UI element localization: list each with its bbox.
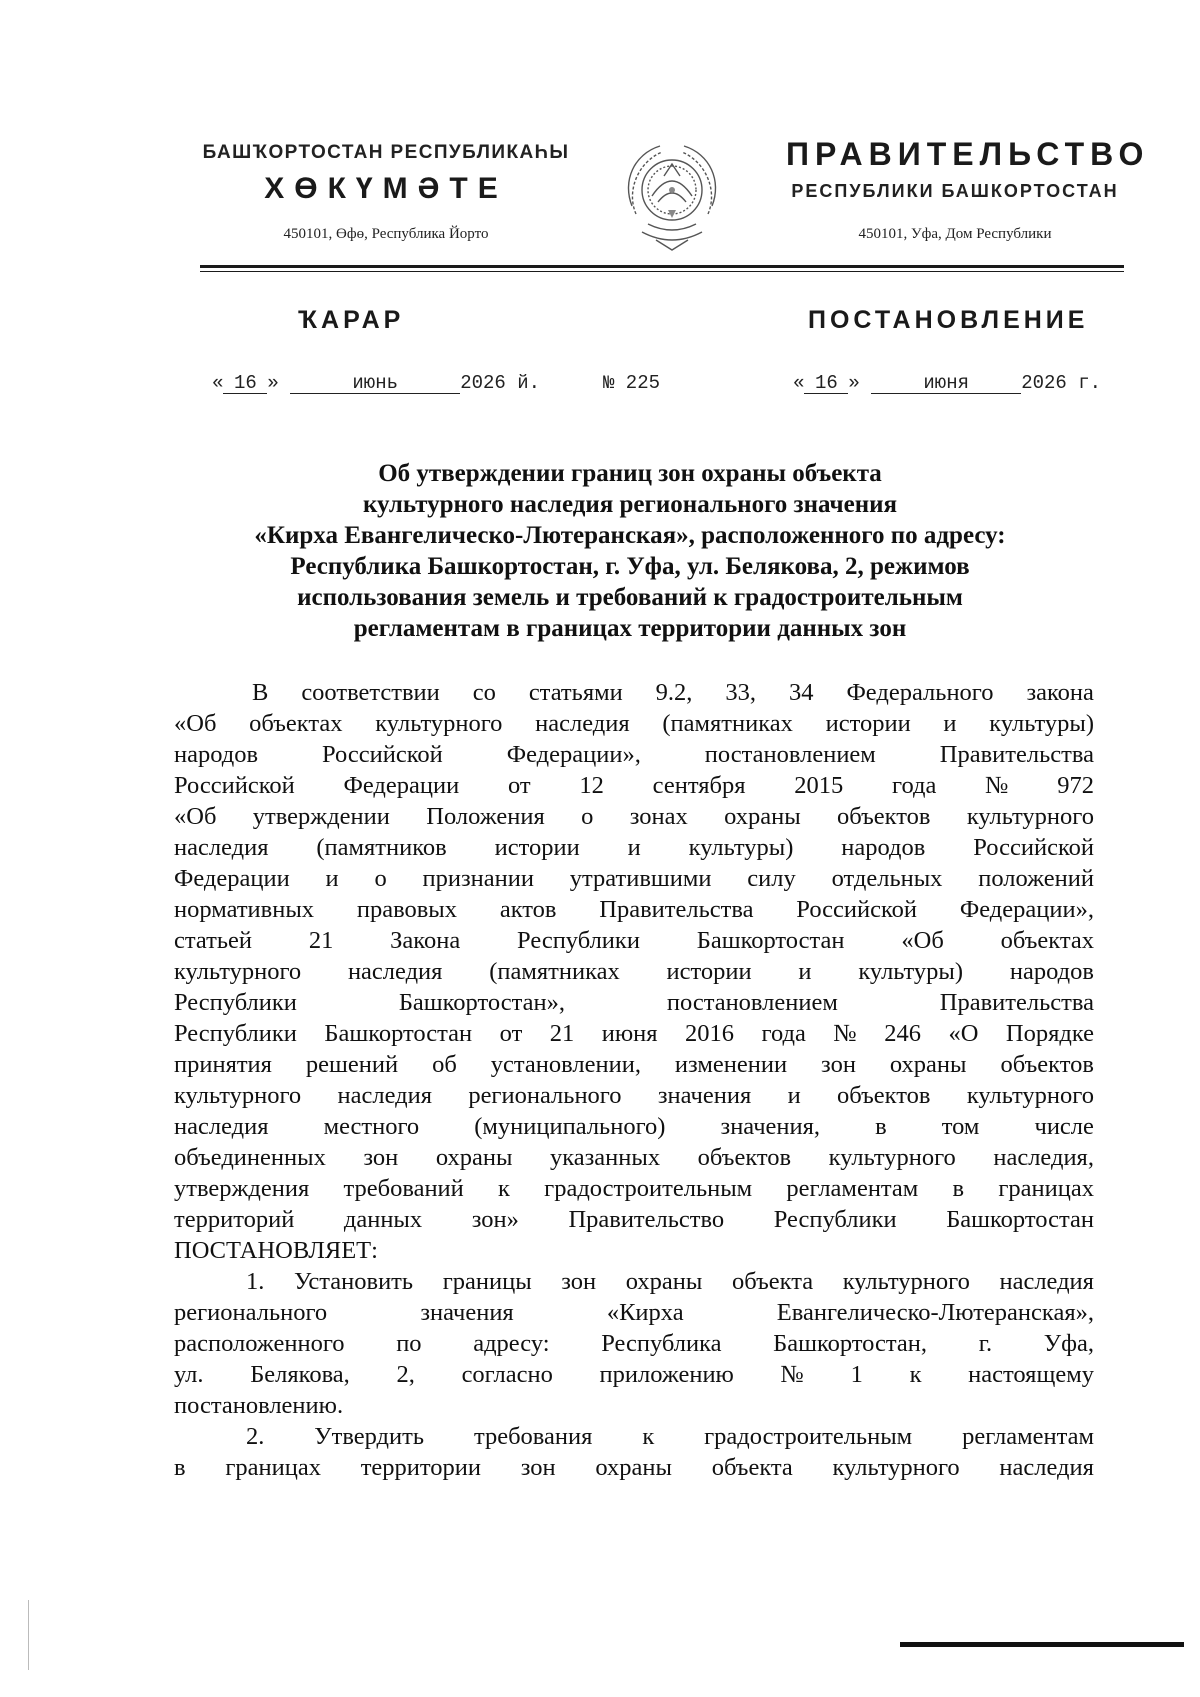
header-divider-thin <box>200 271 1124 272</box>
word: Установить <box>293 1268 414 1295</box>
word: культурного <box>966 1082 1094 1109</box>
decree-label-bashkir: ҠАРАР <box>298 306 405 334</box>
decree-date-bashkir <box>212 372 540 394</box>
word: границы <box>442 1268 532 1295</box>
word: № <box>780 1361 804 1388</box>
word: значения <box>420 1299 514 1326</box>
word: требований <box>343 1175 464 1202</box>
word: требования <box>473 1423 593 1450</box>
word: Республики <box>517 927 640 954</box>
word: к <box>498 1175 510 1202</box>
word: со <box>472 679 496 706</box>
body-line <box>174 1452 1094 1483</box>
body-line <box>174 987 1094 1018</box>
word: наследия <box>174 1113 269 1140</box>
date-day: 16 <box>223 373 267 394</box>
word: наследия <box>337 1082 432 1109</box>
word: значения <box>657 1082 752 1109</box>
word: объектах <box>1000 927 1094 954</box>
date-month: июня <box>871 373 1021 394</box>
word: культуры) <box>688 834 794 861</box>
word: к <box>909 1361 922 1388</box>
word: принятия <box>174 1051 272 1078</box>
word: 972 <box>1057 772 1094 799</box>
word: установлении, <box>490 1051 641 1078</box>
word: 21 <box>308 927 334 954</box>
word: указанных <box>549 1144 661 1171</box>
word: «Об <box>174 710 217 737</box>
word: данных <box>343 1206 423 1233</box>
word: числе <box>1034 1113 1094 1140</box>
title-line: использования земель и требований к градостроительным <box>297 584 963 611</box>
word: решений <box>305 1051 399 1078</box>
word: Башкортостан <box>696 927 845 954</box>
word: июня <box>601 1020 658 1047</box>
word: объектов <box>1000 1051 1094 1078</box>
word: Порядке <box>1005 1020 1094 1047</box>
word: и <box>943 710 957 737</box>
word: признании <box>422 865 534 892</box>
word: 12 <box>579 772 604 799</box>
word: объектов <box>697 1144 792 1171</box>
word: регионального <box>174 1299 328 1326</box>
word: культурного <box>174 958 302 985</box>
word: настоящему <box>968 1361 1094 1388</box>
letterhead-republic-russian: РЕСПУБЛИКИ БАШКОРТОСТАН <box>791 181 1119 201</box>
word: зон <box>520 1454 556 1481</box>
word: объектов <box>837 803 931 830</box>
word: утверждения <box>174 1175 310 1202</box>
date-quote-open: « <box>793 372 805 394</box>
word: зон <box>561 1268 597 1295</box>
body-line-item-2 <box>174 1421 1094 1452</box>
word: соответствии <box>301 679 440 706</box>
title-line: регламентам в границах территории данных зон <box>353 615 907 642</box>
word: Башкортостан <box>324 1020 473 1047</box>
date-year: 2026 й. <box>460 372 541 394</box>
word: значения, <box>720 1113 821 1140</box>
word: Федерации», <box>959 896 1094 923</box>
word: наследия <box>535 710 630 737</box>
word: и <box>798 958 812 985</box>
word: сентября <box>652 772 746 799</box>
decree-date-russian <box>793 372 1101 394</box>
word: границах <box>225 1454 321 1481</box>
word: «Об <box>901 927 944 954</box>
body-line <box>174 708 1094 739</box>
date-quote-close: » <box>848 372 860 394</box>
word: охраны <box>435 1144 513 1171</box>
word: Правительства <box>599 896 754 923</box>
letterhead-russian <box>786 136 1150 243</box>
word: объекта <box>711 1454 793 1481</box>
word: культуры) <box>858 958 964 985</box>
word: Российской <box>322 741 443 768</box>
word: местного <box>323 1113 420 1140</box>
body-line <box>174 739 1094 770</box>
word: 2. <box>246 1423 265 1450</box>
word: Республики <box>174 989 297 1016</box>
word: в <box>875 1113 887 1140</box>
word: народов <box>841 834 926 861</box>
title-line: Республика Башкортостан, г. Уфа, ул. Белякова, 2, режимов <box>290 553 970 580</box>
date-quote-close: » <box>267 372 279 394</box>
word: об <box>432 1051 457 1078</box>
body-line: постановлению. <box>174 1392 344 1419</box>
word: В <box>252 679 269 706</box>
decree-label-russian: ПОСТАНОВЛЕНИЕ <box>808 306 1089 334</box>
word: к <box>642 1423 655 1450</box>
body-line <box>174 1204 1094 1235</box>
word: объекта <box>731 1268 814 1295</box>
word: зонах <box>629 803 688 830</box>
date-day: 16 <box>804 373 848 394</box>
date-month: июнь <box>290 373 460 394</box>
letterhead-republic-bashkir: БАШҠОРТОСТАН РЕСПУБЛИКАҺЫ <box>202 142 570 163</box>
word: Российской <box>973 834 1094 861</box>
word: в <box>952 1175 965 1202</box>
word: Белякова, <box>250 1361 350 1388</box>
header-divider-thick <box>200 265 1124 268</box>
word: адресу: <box>473 1330 550 1357</box>
word: наследия <box>174 834 269 861</box>
word: в <box>174 1454 186 1481</box>
word: Закона <box>390 927 461 954</box>
word: Утвердить <box>314 1423 425 1450</box>
body-line <box>174 770 1094 801</box>
word: градостроительным <box>704 1423 913 1450</box>
word: регламентам <box>786 1175 919 1202</box>
title-line: Об утверждении границ зон охраны объекта <box>378 460 882 487</box>
body-line-item-1 <box>174 1266 1094 1297</box>
word: объектах <box>249 710 343 737</box>
word: и <box>627 834 641 861</box>
word: народов <box>174 741 259 768</box>
word: культурного <box>966 803 1094 830</box>
word: Положения <box>426 803 545 830</box>
word: охраны <box>625 1268 703 1295</box>
letterhead-address-bashkir: 450101, Өфө, Республика Йорто <box>283 226 489 242</box>
word: наследия <box>347 958 443 985</box>
word: «О <box>948 1020 979 1047</box>
word: и <box>787 1082 801 1109</box>
word: 33, <box>725 679 757 706</box>
word: 9.2, <box>655 679 693 706</box>
body-line <box>174 1328 1094 1359</box>
word: Федерального <box>846 679 994 706</box>
word: территории <box>360 1454 481 1481</box>
body-line <box>174 832 1094 863</box>
word: закона <box>1026 679 1094 706</box>
word: Федерации <box>343 772 460 799</box>
word: положений <box>978 865 1094 892</box>
word: (муниципального) <box>474 1113 666 1140</box>
word: истории <box>825 710 911 737</box>
word: № <box>985 772 1009 799</box>
letterhead-bashkir <box>200 142 572 243</box>
word: территорий <box>174 1206 295 1233</box>
title-line: «Кирха Евангелическо-Лютеранская», расположенного по адресу: <box>254 522 1006 549</box>
word: Российской <box>174 772 295 799</box>
page-bottom-rule <box>900 1642 1184 1647</box>
word: том <box>941 1113 980 1140</box>
scan-edge-mark <box>28 1600 29 1670</box>
word: наследия <box>999 1268 1094 1295</box>
word: постановлением <box>666 989 838 1016</box>
word: культурного <box>174 1082 302 1109</box>
word: культурного <box>375 710 503 737</box>
word: о <box>581 803 594 830</box>
word: 1 <box>850 1361 863 1388</box>
word: Российской <box>796 896 918 923</box>
body-line <box>174 894 1094 925</box>
word: года <box>892 772 937 799</box>
body-line <box>174 1142 1094 1173</box>
word: согласно <box>461 1361 553 1388</box>
letterhead-government-russian: ПРАВИТЕЛЬСТВО <box>786 136 1150 172</box>
word: границах <box>998 1175 1094 1202</box>
word: актов <box>499 896 557 923</box>
word: зон» <box>471 1206 519 1233</box>
word: зон <box>363 1144 399 1171</box>
word: силу <box>747 865 796 892</box>
body-line <box>174 1111 1094 1142</box>
word: (памятниках <box>489 958 620 985</box>
body-line <box>174 1297 1094 1328</box>
body-line <box>174 1359 1094 1390</box>
word: Башкортостан, <box>773 1330 928 1357</box>
word: Республика <box>601 1330 722 1357</box>
word: года <box>761 1020 806 1047</box>
date-year: 2026 г. <box>1021 372 1102 394</box>
word: регионального <box>468 1082 622 1109</box>
word: охраны <box>595 1454 672 1481</box>
word: 2016 <box>685 1020 735 1047</box>
word: 2, <box>396 1361 415 1388</box>
word: Республики <box>174 1020 297 1047</box>
word: постановлением <box>704 741 876 768</box>
word: Правительства <box>939 741 1094 768</box>
word: № <box>833 1020 857 1047</box>
word: от <box>508 772 531 799</box>
word: Башкортостан», <box>398 989 565 1016</box>
word: Уфа, <box>1043 1330 1094 1357</box>
date-quote-open: « <box>212 372 224 394</box>
word: охраны <box>889 1051 967 1078</box>
body-line <box>174 1018 1094 1049</box>
word: изменении <box>674 1051 788 1078</box>
title-line: культурного наследия регионального значения <box>362 491 898 518</box>
body-line <box>174 956 1094 987</box>
document-body <box>174 677 1094 1483</box>
word: градостроительным <box>544 1175 753 1202</box>
decree-number: № 225 <box>603 372 661 394</box>
word: (памятниках <box>662 710 793 737</box>
document-title <box>160 458 1100 644</box>
word: от <box>499 1020 523 1047</box>
body-line <box>174 677 1094 708</box>
body-line <box>174 925 1094 956</box>
word: Федерации <box>174 865 290 892</box>
coat-of-arms-icon <box>612 136 732 254</box>
word: Правительства <box>939 989 1094 1016</box>
word: расположенного <box>174 1330 345 1357</box>
word: объединенных <box>174 1144 326 1171</box>
word: охраны <box>724 803 801 830</box>
word: Евангелическо-Лютеранская», <box>776 1299 1094 1326</box>
word: 1. <box>246 1268 265 1295</box>
word: приложению <box>599 1361 734 1388</box>
letterhead-government-bashkir: ХӨКҮМӘТЕ <box>264 172 508 205</box>
word: культурного <box>842 1268 970 1295</box>
word: Федерации», <box>506 741 641 768</box>
body-line <box>174 801 1094 832</box>
word: истории <box>666 958 752 985</box>
word: статьей <box>174 927 252 954</box>
word: о <box>374 865 387 892</box>
word: 34 <box>788 679 814 706</box>
body-line <box>174 1080 1094 1111</box>
word: Правительство <box>568 1206 725 1233</box>
word: регламентам <box>962 1423 1094 1450</box>
word: культурного <box>832 1454 960 1481</box>
word: наследия, <box>993 1144 1094 1171</box>
body-line <box>174 1049 1094 1080</box>
body-line <box>174 1173 1094 1204</box>
word: отдельных <box>831 865 943 892</box>
word: статьями <box>528 679 623 706</box>
word: Республики <box>773 1206 897 1233</box>
letterhead-address-russian: 450101, Уфа, Дом Республики <box>858 226 1052 242</box>
body-line-resolves: ПОСТАНОВЛЯЕТ: <box>174 1237 378 1264</box>
word: «Об <box>174 803 217 830</box>
word: утратившими <box>569 865 712 892</box>
word: зон <box>821 1051 856 1078</box>
word: 21 <box>549 1020 575 1047</box>
word: Башкортостан <box>946 1206 1094 1233</box>
word: нормативных <box>174 896 315 923</box>
word: культуры) <box>989 710 1094 737</box>
word: народов <box>1009 958 1094 985</box>
word: культурного <box>828 1144 956 1171</box>
word: г. <box>978 1330 993 1357</box>
word: и <box>325 865 339 892</box>
word: истории <box>494 834 580 861</box>
word: 2015 <box>794 772 844 799</box>
word: ул. <box>174 1361 204 1388</box>
word: 246 <box>884 1020 921 1047</box>
word: «Кирха <box>606 1299 684 1326</box>
word: наследия <box>999 1454 1094 1481</box>
word: (памятников <box>316 834 447 861</box>
word: по <box>396 1330 422 1357</box>
word: утверждении <box>252 803 390 830</box>
word: объектов <box>837 1082 931 1109</box>
word: правовых <box>356 896 458 923</box>
body-line <box>174 863 1094 894</box>
